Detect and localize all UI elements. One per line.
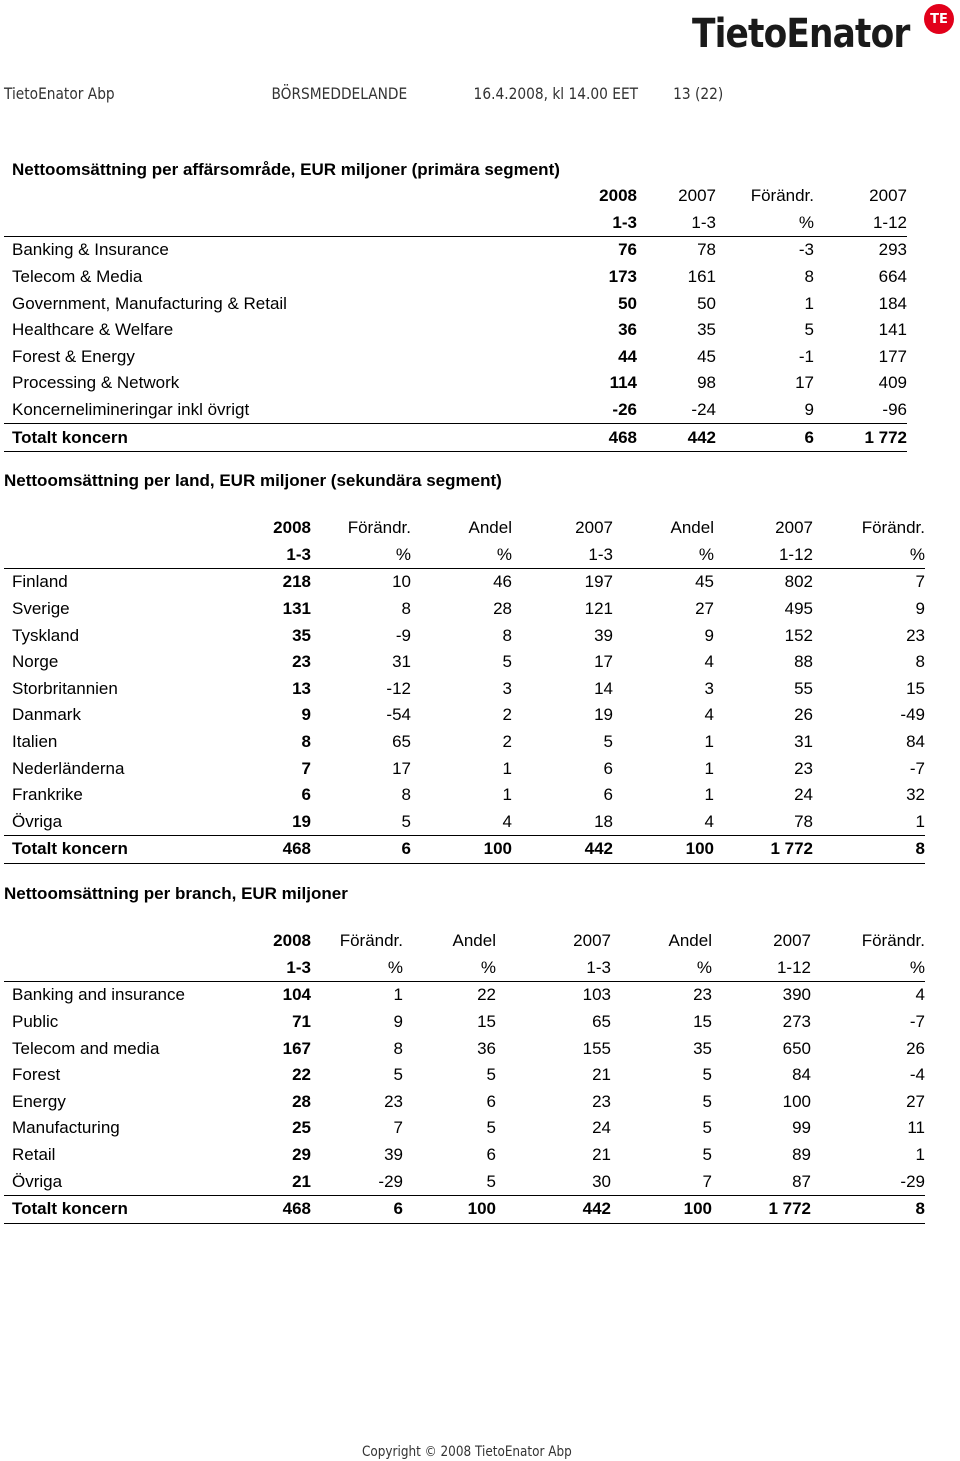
row-label: Koncernelimineringar inkl övrigt (12, 400, 250, 420)
cell-value: 26 (794, 705, 813, 725)
row-label: Totalt koncern (4, 836, 206, 864)
row-label: Government, Manufacturing & Retail (12, 293, 287, 313)
cell-value: 89 (792, 1145, 811, 1165)
row-label (4, 210, 507, 237)
cell-value: 173 (608, 267, 637, 287)
table-row (4, 317, 907, 344)
cell-value: 6 (486, 1145, 496, 1165)
cell-value: 495 (784, 599, 813, 619)
cell-value: % (811, 955, 925, 982)
cell-value: 468 (206, 1195, 311, 1223)
cell-value: 802 (784, 572, 813, 592)
cell-value: 8 (401, 599, 411, 619)
segment-table-primary (4, 183, 907, 452)
cell-value: 2007 (869, 186, 907, 206)
cell-value: 65 (392, 732, 411, 752)
cell-value: Andel (452, 931, 496, 951)
header-row (4, 210, 907, 237)
cell-value: 409 (878, 373, 907, 393)
company-logo (692, 4, 960, 62)
cell-value: 8 (813, 836, 925, 864)
cell-value: 23 (592, 1091, 611, 1111)
cell-value: 2007 (575, 518, 613, 538)
row-label: Totalt koncern (4, 424, 507, 452)
table-row (4, 1062, 925, 1089)
table-row (4, 702, 925, 729)
cell-value: 103 (582, 985, 611, 1005)
row-label: Övriga (12, 1171, 63, 1191)
cell-value: 7 (702, 1171, 712, 1191)
cell-value: 1 (915, 1145, 925, 1165)
cell-value: 8 (401, 785, 411, 805)
cell-value: 273 (782, 1012, 811, 1032)
table-row (4, 755, 925, 782)
table2-title: Nettoomsättning per land, EUR miljoner (sekundära segment) (4, 471, 502, 490)
cell-value: 17 (392, 758, 411, 778)
table-row (4, 982, 925, 1009)
cell-value: 141 (878, 320, 907, 340)
cell-value: 23 (794, 758, 813, 778)
cell-value: 1 772 (714, 836, 813, 864)
cell-value: 2 (502, 705, 512, 725)
cell-value: 6 (301, 785, 311, 805)
cell-value: 5 (702, 1118, 712, 1138)
total-row (4, 424, 907, 452)
cell-value: 5 (702, 1065, 712, 1085)
cell-value: 5 (804, 320, 814, 340)
cell-value: 1 (502, 758, 512, 778)
cell-value: -4 (909, 1065, 925, 1085)
cell-value: 71 (292, 1012, 311, 1032)
row-label: Processing & Network (12, 373, 180, 393)
cell-value: 155 (582, 1038, 611, 1058)
cell-value: 1-3 (512, 542, 613, 569)
cell-value: 5 (502, 652, 512, 672)
cell-value: 88 (794, 652, 813, 672)
table-row (4, 397, 907, 424)
header-row (4, 955, 925, 982)
row-label: Manufacturing (12, 1118, 120, 1138)
cell-value: 6 (311, 836, 411, 864)
cell-value: 468 (206, 836, 311, 864)
cell-value: 442 (512, 836, 613, 864)
cell-value: 46 (493, 572, 512, 592)
copyright-footer: Copyright © 2008 TietoEnator Abp (362, 1444, 572, 1460)
cell-value: 18 (594, 811, 613, 831)
cell-value: Förändr. (339, 931, 403, 951)
cell-value: 152 (784, 625, 813, 645)
cell-value: 9 (301, 705, 311, 725)
row-label: Banking and insurance (12, 985, 185, 1005)
cell-value: 98 (697, 373, 716, 393)
cell-value: 1-12 (712, 955, 811, 982)
cell-value: % (311, 542, 411, 569)
cell-value: % (311, 955, 403, 982)
cell-value: Förändr. (750, 186, 814, 206)
row-label (4, 183, 507, 210)
row-label (4, 542, 206, 569)
row-label: Norge (12, 652, 59, 672)
cell-value: 26 (906, 1038, 925, 1058)
row-label: Italien (12, 732, 58, 752)
cell-value: % (716, 210, 814, 237)
cell-value: 24 (592, 1118, 611, 1138)
logo-badge-icon: TE (924, 4, 954, 34)
row-label: Storbritannien (12, 678, 118, 698)
table-row (4, 1009, 925, 1036)
row-label: Healthcare & Welfare (12, 320, 174, 340)
cell-value: 442 (496, 1195, 611, 1223)
cell-value: 78 (697, 240, 716, 260)
cell-value: 293 (878, 240, 907, 260)
cell-value: 1-12 (714, 542, 813, 569)
cell-value: 65 (592, 1012, 611, 1032)
cell-value: 2007 (678, 186, 716, 206)
cell-value: 5 (486, 1171, 496, 1191)
cell-value: 19 (594, 705, 613, 725)
cell-value: 6 (603, 785, 613, 805)
cell-value: 27 (906, 1091, 925, 1111)
row-label: Nederländerna (12, 758, 125, 778)
cell-value: 4 (704, 652, 714, 672)
cell-value: -54 (386, 705, 411, 725)
cell-value: -12 (386, 678, 411, 698)
table-row (4, 264, 907, 291)
cell-value: 2008 (273, 518, 311, 538)
table1-title: Nettoomsättning per affärsområde, EUR miljoner (primära segment) (12, 160, 560, 179)
cell-value: 1 772 (814, 424, 907, 452)
row-label: Banking & Insurance (12, 240, 169, 260)
cell-value: 4 (915, 985, 925, 1005)
cell-value: 4 (704, 705, 714, 725)
cell-value: 5 (486, 1118, 496, 1138)
cell-value: 100 (411, 836, 512, 864)
cell-value: -29 (378, 1171, 403, 1191)
cell-value: 100 (403, 1195, 496, 1223)
row-label: Forest & Energy (12, 346, 135, 366)
cell-value: -7 (909, 1012, 925, 1032)
cell-value: 99 (792, 1118, 811, 1138)
cell-value: 87 (792, 1171, 811, 1191)
cell-value: 39 (384, 1145, 403, 1165)
table-row (4, 237, 907, 264)
cell-value: 1 (704, 758, 714, 778)
cell-value: Förändr. (861, 931, 925, 951)
cell-value: 9 (804, 400, 814, 420)
total-row (4, 1195, 925, 1223)
cell-value: 3 (704, 678, 714, 698)
cell-value: 28 (493, 599, 512, 619)
cell-value: 15 (477, 1012, 496, 1032)
cell-value: 84 (792, 1065, 811, 1085)
cell-value: % (411, 542, 512, 569)
row-label: Totalt koncern (4, 1195, 206, 1223)
cell-value: 15 (693, 1012, 712, 1032)
cell-value: 9 (704, 625, 714, 645)
cell-value: 5 (702, 1091, 712, 1111)
cell-value: 1-3 (206, 955, 311, 982)
cell-value: 1 (704, 785, 714, 805)
cell-value: 35 (697, 320, 716, 340)
cell-value: % (613, 542, 714, 569)
cell-value: 22 (292, 1065, 311, 1085)
cell-value: 1 (704, 732, 714, 752)
cell-value: -29 (900, 1171, 925, 1191)
cell-value: 1-3 (637, 210, 716, 237)
total-row (4, 836, 925, 864)
cell-value: 50 (697, 293, 716, 313)
cell-value: 7 (915, 572, 925, 592)
cell-value: 36 (618, 320, 637, 340)
cell-value: 8 (804, 267, 814, 287)
cell-value: 55 (794, 678, 813, 698)
cell-value: Andel (468, 518, 512, 538)
cell-value: Andel (668, 931, 712, 951)
cell-value: -7 (909, 758, 925, 778)
cell-value: -1 (798, 346, 814, 366)
row-label (4, 928, 206, 955)
row-label: Forest (12, 1065, 61, 1085)
cell-value: 2007 (775, 518, 813, 538)
cell-value: 1 (804, 293, 814, 313)
cell-value: 45 (697, 346, 716, 366)
cell-value: 167 (282, 1038, 311, 1058)
cell-value: -9 (395, 625, 411, 645)
cell-value: 104 (282, 985, 311, 1005)
logo-wordmark: TietoEnator (692, 11, 910, 57)
cell-value: 5 (486, 1065, 496, 1085)
row-label: Frankrike (12, 785, 83, 805)
cell-value: -3 (798, 240, 814, 260)
cell-value: 5 (702, 1145, 712, 1165)
cell-value: 2007 (773, 931, 811, 951)
cell-value: 24 (794, 785, 813, 805)
cell-value: 17 (795, 373, 814, 393)
table-row (4, 1142, 925, 1169)
cell-value: 1 772 (712, 1195, 811, 1223)
row-label: Public (12, 1012, 59, 1032)
cell-value: 15 (906, 678, 925, 698)
cell-value: 161 (687, 267, 716, 287)
cell-value: 45 (695, 572, 714, 592)
row-label (4, 515, 206, 542)
cell-value: 1-3 (206, 542, 311, 569)
cell-value: 35 (292, 625, 311, 645)
cell-value: 8 (915, 652, 925, 672)
cell-value: 14 (594, 678, 613, 698)
row-label: Övriga (12, 811, 63, 831)
cell-value: 50 (618, 293, 637, 313)
segment-table-branch (4, 928, 925, 1224)
cell-value: 131 (282, 599, 311, 619)
cell-value: 1 (502, 785, 512, 805)
table-row (4, 729, 925, 756)
cell-value: 23 (292, 652, 311, 672)
table-row (4, 676, 925, 703)
cell-value: 2008 (273, 931, 311, 951)
table-row (4, 1168, 925, 1195)
cell-value: 100 (611, 1195, 712, 1223)
cell-value: 8 (393, 1038, 403, 1058)
table-row (4, 1115, 925, 1142)
header-page-number: 13 (22) (673, 84, 724, 103)
cell-value: 13 (292, 678, 311, 698)
cell-value: % (403, 955, 496, 982)
cell-value: 100 (782, 1091, 811, 1111)
cell-value: 4 (502, 811, 512, 831)
cell-value: 218 (282, 572, 311, 592)
table-row (4, 569, 925, 596)
cell-value: 5 (393, 1065, 403, 1085)
cell-value: 1-3 (496, 955, 611, 982)
cell-value: 21 (292, 1171, 311, 1191)
cell-value: 19 (292, 811, 311, 831)
table-row (4, 649, 925, 676)
table-row (4, 344, 907, 371)
cell-value: 5 (401, 811, 411, 831)
cell-value: 84 (906, 732, 925, 752)
cell-value: 22 (477, 985, 496, 1005)
cell-value: 39 (594, 625, 613, 645)
table-row (4, 809, 925, 836)
row-label: Telecom & Media (12, 267, 143, 287)
cell-value: 9 (393, 1012, 403, 1032)
cell-value: 114 (609, 373, 637, 393)
cell-value: 3 (502, 678, 512, 698)
cell-value: 2 (502, 732, 512, 752)
cell-value: 1-3 (507, 210, 637, 237)
cell-value: 36 (477, 1038, 496, 1058)
cell-value: Andel (670, 518, 714, 538)
cell-value: Förändr. (347, 518, 411, 538)
cell-value: 23 (384, 1091, 403, 1111)
cell-value: 1 (915, 811, 925, 831)
row-label: Finland (12, 572, 68, 592)
cell-value: 442 (637, 424, 716, 452)
cell-value: 44 (618, 346, 637, 366)
cell-value: 27 (695, 599, 714, 619)
row-label: Danmark (12, 705, 81, 725)
cell-value: -49 (900, 705, 925, 725)
header-doc-type: BÖRSMEDDELANDE (271, 84, 408, 103)
row-label: Retail (12, 1145, 56, 1165)
cell-value: 21 (592, 1145, 611, 1165)
cell-value: 177 (878, 346, 907, 366)
cell-value: 25 (292, 1118, 311, 1138)
cell-value: 121 (584, 599, 613, 619)
cell-value: -24 (691, 400, 716, 420)
row-label: Telecom and media (12, 1038, 160, 1058)
cell-value: % (813, 542, 925, 569)
table-row (4, 1035, 925, 1062)
row-label: Sverige (12, 599, 70, 619)
cell-value: 6 (716, 424, 814, 452)
cell-value: 17 (594, 652, 613, 672)
cell-value: 5 (603, 732, 613, 752)
table-row (4, 622, 925, 649)
cell-value: 32 (906, 785, 925, 805)
cell-value: 468 (507, 424, 637, 452)
cell-value: 28 (292, 1091, 311, 1111)
cell-value: 2008 (599, 186, 637, 206)
cell-value: 30 (592, 1171, 611, 1191)
cell-value: 1-12 (814, 210, 907, 237)
cell-value: 11 (907, 1118, 925, 1138)
cell-value: 4 (704, 811, 714, 831)
cell-value: 2007 (573, 931, 611, 951)
cell-value: 664 (878, 267, 907, 287)
header-row (4, 515, 925, 542)
cell-value: -96 (882, 400, 907, 420)
cell-value: 390 (782, 985, 811, 1005)
header-row (4, 928, 925, 955)
cell-value: 35 (693, 1038, 712, 1058)
table-row (4, 1089, 925, 1116)
cell-value: 197 (584, 572, 613, 592)
header-row (4, 542, 925, 569)
cell-value: 10 (392, 572, 411, 592)
cell-value: 184 (878, 293, 907, 313)
header-company: TietoEnator Abp (4, 84, 115, 103)
cell-value: 6 (603, 758, 613, 778)
cell-value: 100 (613, 836, 714, 864)
table-row (4, 596, 925, 623)
header-date: 16.4.2008, kl 14.00 EET (473, 84, 639, 103)
cell-value: 6 (486, 1091, 496, 1111)
cell-value: 23 (693, 985, 712, 1005)
table-row (4, 370, 907, 397)
cell-value: Förändr. (861, 518, 925, 538)
cell-value: 76 (618, 240, 637, 260)
table3-title: Nettoomsättning per branch, EUR miljoner (4, 884, 348, 903)
cell-value: 7 (301, 758, 311, 778)
cell-value: 8 (301, 732, 311, 752)
table-row (4, 290, 907, 317)
cell-value: 23 (906, 625, 925, 645)
segment-table-country (4, 515, 925, 864)
cell-value: 1 (393, 985, 403, 1005)
cell-value: % (611, 955, 712, 982)
cell-value: 21 (592, 1065, 611, 1085)
table-row (4, 782, 925, 809)
header-row (4, 183, 907, 210)
cell-value: 9 (915, 599, 925, 619)
cell-value: 31 (794, 732, 813, 752)
row-label (4, 955, 206, 982)
row-label: Tyskland (12, 625, 80, 645)
cell-value: 650 (782, 1038, 811, 1058)
cell-value: 6 (311, 1195, 403, 1223)
cell-value: 29 (292, 1145, 311, 1165)
cell-value: 7 (393, 1118, 403, 1138)
cell-value: 8 (502, 625, 512, 645)
cell-value: -26 (612, 400, 637, 420)
cell-value: 78 (794, 811, 813, 831)
row-label: Energy (12, 1091, 66, 1111)
cell-value: 31 (392, 652, 411, 672)
cell-value: 8 (811, 1195, 925, 1223)
